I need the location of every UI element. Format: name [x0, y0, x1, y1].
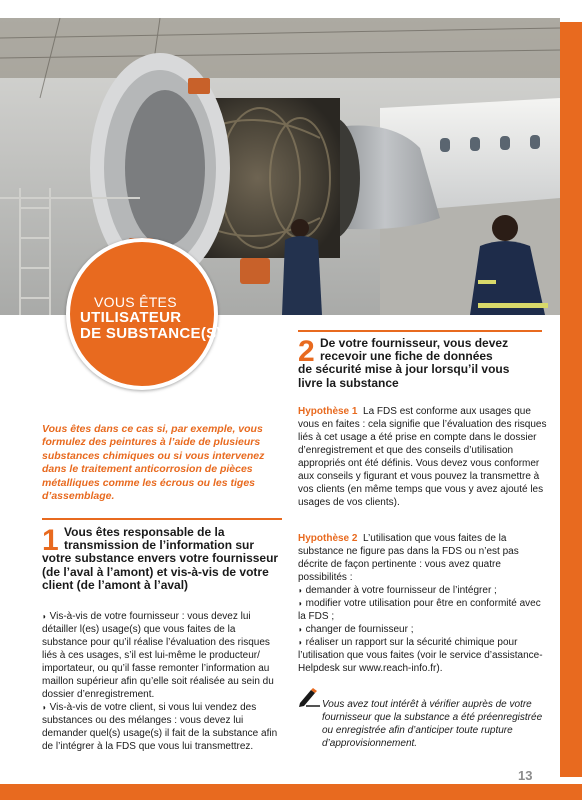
bullet-text: Vis-à-vis de votre fournisseur : vous devez lui détailler l(es) usage(s) que vous faites de la substance pour qu’il réalise l’évaluation des risques liés à ces usages, s’il est lui-même le producteur/ importateur, ou qu’il fasse remonter l’information au maillon supérieur afin qu’elle soit réalisée au sein du dossier d’enregistrement.: [42, 611, 274, 700]
list-item: [298, 584, 550, 597]
orange-bottom-bar: [0, 784, 582, 800]
section-2-title-line: recevoir une fiche de données: [320, 349, 493, 364]
pen-icon: [298, 687, 320, 707]
option-text: réaliser un rapport sur la sécurité chimique pour l’utilisation que vous faites (voir le service d’assistance-Helpdesk sur www.reach-info.fr).: [298, 637, 543, 674]
list-item: [42, 701, 282, 753]
section-1-number: 1: [42, 524, 59, 557]
hypothesis-2: [298, 532, 550, 675]
section-1-title-line: client (de l’amont à l’aval): [42, 577, 189, 592]
list-item: [298, 636, 550, 675]
hypothesis-2-text: L’utilisation que vous faites de la substance ne figure pas dans la FDS ou n’est pas décrite de façon pertinente : vous avez quatre possibilités :: [298, 533, 519, 583]
section-1-rule: [42, 518, 282, 520]
list-item: [42, 610, 282, 701]
section-2-title-line: livre la substance: [298, 375, 399, 390]
section-2-title: [298, 336, 550, 390]
badge-line-3: DE SUBSTANCE(S): [80, 325, 222, 342]
intro-text: Vous êtes dans ce cas si, par exemple, vous formulez des peintures à l’aide de plusieurs substances chimiques ou si vous intervenez dans le traitement anticorrosion de pièces métalliques comme les écrous ou les tiges d’assemblage.: [42, 423, 265, 503]
section-1-title-line: votre substance envers votre fournisseur: [42, 551, 279, 566]
list-item: [298, 623, 550, 636]
bullet-arrow-icon: ◗: [298, 638, 303, 647]
bullet-arrow-icon: ◗: [298, 586, 303, 595]
page-number: 13: [518, 768, 533, 783]
section-1-title-line: Vous êtes responsable de la: [64, 525, 225, 539]
bullet-arrow-icon: ◗: [42, 703, 47, 712]
section-2-rule: [298, 330, 542, 332]
section-1-title-line: (de l’aval à l’amont) et vis-à-vis de votre: [42, 564, 269, 579]
bullet-arrow-icon: ◗: [42, 612, 47, 621]
badge-line-2: UTILISATEUR: [80, 309, 182, 326]
option-text: modifier votre utilisation pour être en conformité avec la FDS ;: [298, 598, 541, 622]
bullet-arrow-icon: ◗: [298, 599, 303, 608]
badge-line-1: VOUS ÊTES: [94, 294, 177, 310]
option-text: changer de fournisseur ;: [305, 624, 414, 635]
orange-side-bar: [560, 22, 582, 777]
bullet-text: Vis-à-vis de votre client, si vous lui vendez des substances ou des mélanges : vous devez lui demander quel(s) usage(s) il fait de la substance afin de l’intégrer à la FDS que vous lui transmettrez.: [42, 702, 278, 752]
supplier-note: Vous avez tout intérêt à vérifier auprès de votre fournisseur que la substance a été préenregistrée ou enregistrée afin d’anticiper toute rupture d’approvisionnement.: [322, 699, 543, 749]
section-1-body: [42, 610, 282, 753]
list-item: [298, 597, 550, 623]
option-text: demander à votre fournisseur de l’intégrer ;: [305, 585, 497, 596]
section-1-title: [42, 525, 284, 592]
hypothesis-1: [298, 405, 550, 509]
hypothesis-2-label: Hypothèse 2: [298, 533, 358, 544]
section-2-number: 2: [298, 335, 315, 368]
hypothesis-1-label: Hypothèse 1: [298, 406, 358, 417]
section-2-title-line: De votre fournisseur, vous devez: [320, 336, 509, 350]
section-2-title-line: de sécurité mise à jour lorsqu’il vous: [298, 362, 510, 377]
bullet-arrow-icon: ◗: [298, 625, 303, 634]
section-1-title-line: transmission de l’information sur: [64, 538, 255, 553]
hypothesis-1-text: La FDS est conforme aux usages que vous en faites : cela signifie que l’évaluation des risques liés à cet usage a été prise en compte dans le dossier d’enregistrement et que des conseils d’utilisation appropriés ont été définis. Vous devez vous conformer aux conseils y figurant et vous pouvez la transmettre à vos clients (en même temps que vous y avez ajouté les usages de vos clients).: [298, 406, 547, 508]
